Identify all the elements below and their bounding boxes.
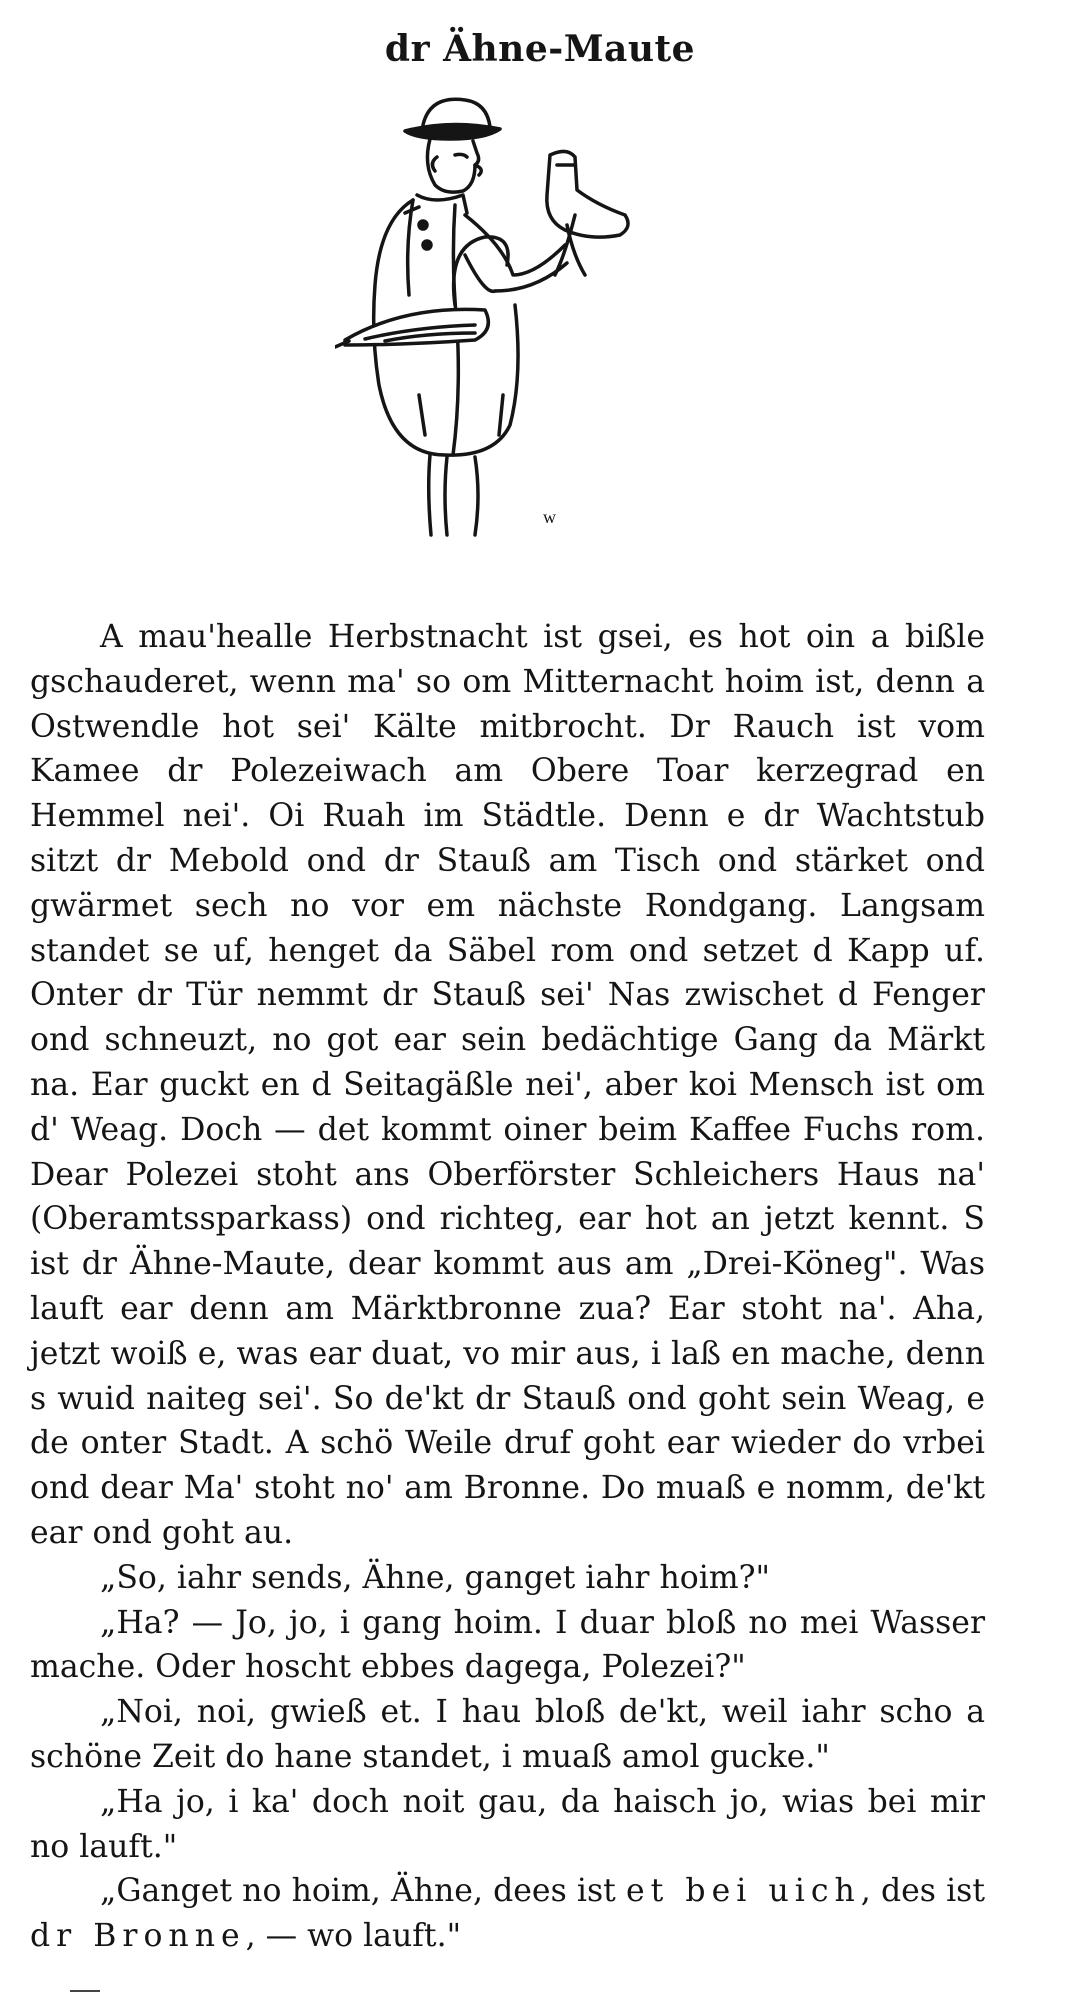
paragraph-3: „Ha? — Jo, jo, i gang hoim. I duar bloß no mei Wasser mache. Oder hoscht ebbes dagega, Polezei?" xyxy=(30,1604,985,1686)
paragraph-6-part-1: „Ganget no hoim, Ähne, dees ist xyxy=(100,1873,626,1910)
paragraph-5: „Ha jo, i ka' doch noit gau, da haisch jo, wias bei mir no lauft." xyxy=(30,1783,985,1865)
paragraph-6-emphasis-2: dr Bronne xyxy=(30,1918,246,1955)
old-man-with-umbrella-and-shoe-icon xyxy=(335,95,635,555)
story-body xyxy=(30,615,985,1959)
paragraph-6-part-2: , des ist xyxy=(860,1873,985,1910)
paragraph-6-emphasis-1: et bei uich xyxy=(625,1873,861,1910)
paragraph-2: „So, iahr sends, Ähne, ganget iahr hoim?" xyxy=(100,1559,771,1596)
story-title: dr Ähne-Maute xyxy=(384,28,696,70)
paragraph-4: „Noi, noi, gwieß et. I hau bloß de'kt, weil iahr scho a schöne Zeit do hane standet, i muaß amol gucke." xyxy=(30,1694,985,1775)
paragraph-1: A mau'healle Herbstnacht ist gsei, es hot oin a bißle gschauderet, wenn ma' so om Mitternacht hoim ist, denn a Ostwendle hot sei' Kälte mitbrocht. Dr Rauch ist vom Kamee dr Polezeiwach am Obere Toar kerzegrad en Hemmel nei'. Oi Ruah im Städtle. Denn e dr Wachtstub sitzt dr Mebold ond dr Stauß am Tisch ond stärket ond gwärmet sech no vor em nächste Rondgang. Langsam standet se uf, henget da Säbel rom ond setzet d Kapp uf. Onter dr Tür nemmt dr Stauß sei' Nas zwischet d Fenger ond schneuzt, no got ear sein bedächtige Gang da Märkt na. Ear guckt en d Seitagäßle nei', aber koi Mensch ist om d' Weag. Doch — det kommt oiner beim Kaffee Fuchs rom. Dear Polezei stoht ans Oberförster Schleichers Haus na' (Oberamtssparkass) ond richteg, ear hot an jetzt kennt. S ist dr Ähne-Maute, dear kommt aus am „Drei-Köneg". Was lauft ear denn am Märktbronne zua? Ear stoht na'. Aha, jetzt woiß e, was ear duat, vo mir aus, i laß en mache, denn s wuid naiteg sei'. So de'kt dr Stauß ond goht sein Weag, e de onter Stadt. A schö Weile druf goht ear wieder do vrbei ond dear Ma' stoht no' am Bronne. Do muaß e nomm, de'kt ear ond goht au. xyxy=(30,619,985,1551)
page-edge-mark xyxy=(70,1990,100,1992)
paragraph-6-part-3: , — wo lauft." xyxy=(245,1918,462,1955)
illustrator-signature: w xyxy=(543,507,556,527)
paragraph-6 xyxy=(30,1869,985,1959)
